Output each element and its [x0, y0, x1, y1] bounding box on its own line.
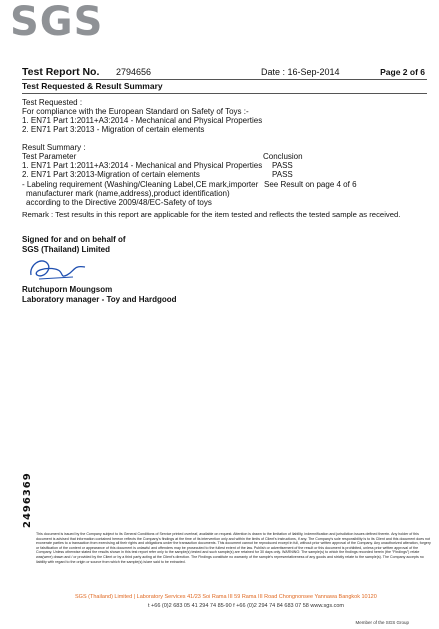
signed-line: Signed for and on behalf of	[22, 235, 126, 244]
signer-title: Laboratory manager - Toy and Hardgood	[22, 295, 177, 304]
labeling-line: - Labeling requirement (Washing/Cleaning Label,CE mark,importer	[22, 180, 259, 189]
requested-line: 1. EN71 Part 1:2011+A3:2014 - Mechanical and Physical Properties	[22, 116, 263, 125]
remark: Remark : Test results in this report are applicable for the item tested and reflects the tested sample as received.	[22, 210, 401, 219]
footer-contact: t +66 (0)2 683 05 41 294 74 85-90 f +66 (0)2 294 74 84 683 07 58 www.sgs.com	[148, 603, 344, 609]
conclusion-header: Conclusion	[263, 152, 303, 161]
requested-label: Test Requested :	[22, 98, 83, 107]
requested-line: For compliance with the European Standard on Safety of Toys :-	[22, 107, 249, 116]
section-divider	[22, 93, 427, 94]
report-number: 2794656	[116, 67, 152, 77]
labeling-line: according to the Directive 2009/48/EC-Safety of toys	[26, 198, 212, 207]
signed-company: SGS (Thailand) Limited	[22, 245, 111, 254]
report-date: Date : 16-Sep-2014	[261, 67, 340, 77]
requested-line: 2. EN71 Part 3:2013 - Migration of certain elements	[22, 125, 205, 134]
report-title: Test Report No.	[22, 66, 100, 78]
page-indicator: Page 2 of 6	[380, 67, 425, 77]
labeling-line: manufacturer mark (name,address),product identification)	[26, 189, 230, 198]
summary-result: PASS	[272, 161, 293, 170]
section-title: Test Requested & Result Summary	[22, 81, 163, 91]
footer-member: Member of the SGS Group	[355, 620, 409, 625]
summary-param: 1. EN71 Part 1:2011+A3:2014 - Mechanical and Physical Properties	[22, 161, 263, 170]
header-divider	[22, 79, 427, 80]
signature-graphic	[25, 253, 95, 285]
summary-param: 2. EN71 Part 3:2013-Migration of certain elements	[22, 170, 200, 179]
legal-disclaimer: This document is issued by the Company subject to its General Conditions of Service printed overleaf, available on request. Attention is drawn to the limitation of liability, indemnification and jurisdiction issues defined therein. Any holder of this document is advised that information contained hereon reflects the Company's findings at the time of its intervention only and within the limits of Client's instructions, if any. The Company's sole responsibility is to its Client and this document does not exonerate parties to a transaction from exercising all their rights and obligations under the transaction documents. This document cannot be reproduced except in full, without prior written approval of the Company. Any unauthorized alteration, forgery or falsification of the content or appearance of this document is unlawful and offenders may be prosecuted to the fullest extent of the law. Publish or advertisement of the result or this document is prohibited, unless prior written approval of the Company. Unless otherwise stated the results shown in this test report refer only to the sample(s) tested and such sample(s) are retained for 30 days only. WARNING: The sample(s) to which the findings recorded herein (the "Findings") relate was(were) drawn and / or provided by the Client or by a third party acting at the Client's direction. The Findings constitute no warranty of the sample's representativeness of any goods and strictly relate to the sample(s). The Company accepts no liability with regard to the origin or source from which the sample(s) is/are said to be extracted.	[36, 532, 431, 564]
labeling-result: See Result on page 4 of 6	[264, 180, 357, 189]
side-document-number: 2496369	[22, 472, 33, 528]
sgs-logo: SGS	[10, 0, 104, 45]
param-header: Test Parameter	[22, 152, 77, 161]
signer-name: Rutchuporn Moungsom	[22, 285, 113, 294]
summary-result: PASS	[272, 170, 293, 179]
footer-address: SGS (Thailand) Limited | Laboratory Services 41/23 Soi Rama III 59 Rama III Road Chongnonsee Yannawa Bangkok 10120	[75, 594, 377, 600]
summary-label: Result Summary :	[22, 143, 86, 152]
